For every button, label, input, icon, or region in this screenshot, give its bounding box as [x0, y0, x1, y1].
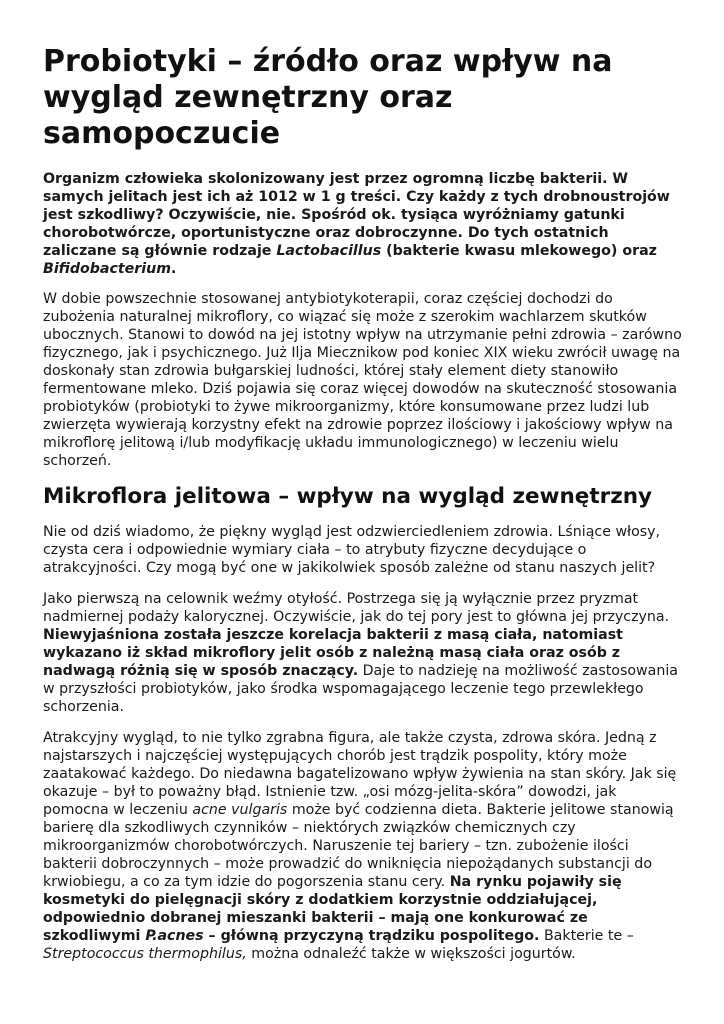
paragraph-antibiotics: W dobie powszechnie stosowanej antybiotykoterapii, coraz częściej dochodzi do zubożenia naturalnej mikroflory, co wiązać się może z szerokim wachlarzem skutków ubocznych. Stanowi to dowód na jej istotny wpływ na utrzymanie pełni zdrowia – zarówno fizycznego, jak i psychicznego. Już Ilja Miecznikow pod koniec XIX wieku zwrócił uwagę na doskonały stan zdrowia bułgarskiej ludności, której stały element diety stanowiło fermentowane mleko. Dziś pojawia się coraz więcej dowodów na skuteczność stosowania probiotyków (probiotyki to żywe mikroorganizmy, które konsumowane przez ludzi lub zwierzęta wywierają korzystny efekt na zdrowie poprzez ilościowy i jakościowy wpływ na mikroflorę jelitową i/lub modyfikację układu immunologicznego) w leczeniu wielu schorzeń. — [43, 291, 682, 469]
skin-text-4: można odnaleźć także w większości jogurtów. — [246, 946, 576, 962]
skin-italic-streptococcus: Streptococcus thermophilus, — [43, 946, 247, 962]
lead-text-3: . — [171, 261, 177, 277]
skin-bold-1: Na rynku pojawiły się kosmetyki do pielęgnacji skóry z dodatkiem korzystnie oddziałującej, odpowiednio dobranej mieszanki bakterii – mają one konkurować ze szkodliwymi — [43, 874, 622, 944]
skin-bold-2: – główną przyczyną trądziku pospolitego. — [203, 928, 540, 944]
obesity-bold: Niewyjaśniona została jeszcze korelacja bakterii z masą ciała, natomiast wykazano iż skład mikroflory jelit osób z należną masą ciała oraz osób z nadwagą różnią się w sposób znaczący. — [43, 627, 623, 679]
paragraph-skin — [43, 729, 685, 963]
paragraph-obesity — [43, 590, 685, 716]
lead-text-2: (bakterie kwasu mlekowego) oraz — [381, 243, 657, 259]
document-page — [43, 44, 685, 976]
skin-text-2: może być codzienna dieta. Bakterie jelitowe stanowią barierę dla szkodliwych czynników – niektórych związków chemicznych czy mikroorganizmów chorobotwórczych. Naruszenie tej bariery – tzn. zubożenie ilości bakterii dobroczynnych – może prowadzić do wniknięcia niepożądanych substancji do krwiobiegu, a co za tym idzie do pogorszenia stanu cery. — [43, 802, 674, 890]
lead-italic-lactobacillus: Lactobacillus — [276, 243, 382, 259]
skin-bold-italic-pacnes: P.acnes — [145, 928, 204, 944]
lead-paragraph — [43, 170, 685, 278]
section-heading-microflora: Mikroflora jelitowa – wpływ na wygląd zewnętrzny — [43, 484, 653, 509]
skin-text-1: Atrakcyjny wygląd, to nie tylko zgrabna figura, ale także czysta, zdrowa skóra. Jedną z najstarszych i najczęściej występujących chorób jest trądzik pospolity, który może zaatakować każdego. Do niedawna bagatelizowano wpływ żywienia na stan skóry. Jak się okazuje – był to poważny błąd. Istnienie tzw. „osi mózg-jelita-skóra” dowodzi, jak pomocna w leczeniu — [43, 730, 677, 818]
obesity-text-2: Daje to nadzieję na możliwość zastosowania w przyszłości probiotyków, jako środka wspomagającego leczenie tego przewlekłego schorzenia. — [43, 663, 678, 715]
skin-text-3: Bakterie te – — [539, 928, 634, 944]
skin-italic-acne: acne vulgaris — [192, 802, 288, 818]
page-title: Probiotyki – źródło oraz wpływ na wygląd zewnętrzny oraz samopoczucie — [43, 44, 613, 151]
lead-text-1: Organizm człowieka skolonizowany jest przez ogromną liczbę bakterii. W samych jelitach jest ich aż 1012 w 1 g treści. Czy każdy z tych drobnoustrojów jest szkodliwy? Oczywiście, nie. Spośród ok. tysiąca wyróżniamy gatunki chorobotwórcze, oportunistyczne oraz dobroczynne. Do tych ostatnich zaliczane są głównie rodzaje — [43, 171, 670, 259]
paragraph-appearance: Nie od dziś wiadomo, że piękny wygląd jest odzwierciedleniem zdrowia. Lśniące włosy, czysta cera i odpowiednie wymiary ciała – to atrybuty fizyczne decydujące o atrakcyjności. Czy mogą być one w jakikolwiek sposób zależne od stanu naszych jelit? — [43, 524, 661, 576]
obesity-text-1: Jako pierwszą na celownik weźmy otyłość. Postrzega się ją wyłącznie przez pryzmat nadmiernej podaży kalorycznej. Oczywiście, jak do tej pory jest to główna jej przyczyna. — [43, 591, 670, 625]
lead-italic-bifidobacterium: Bifidobacterium — [43, 261, 172, 277]
